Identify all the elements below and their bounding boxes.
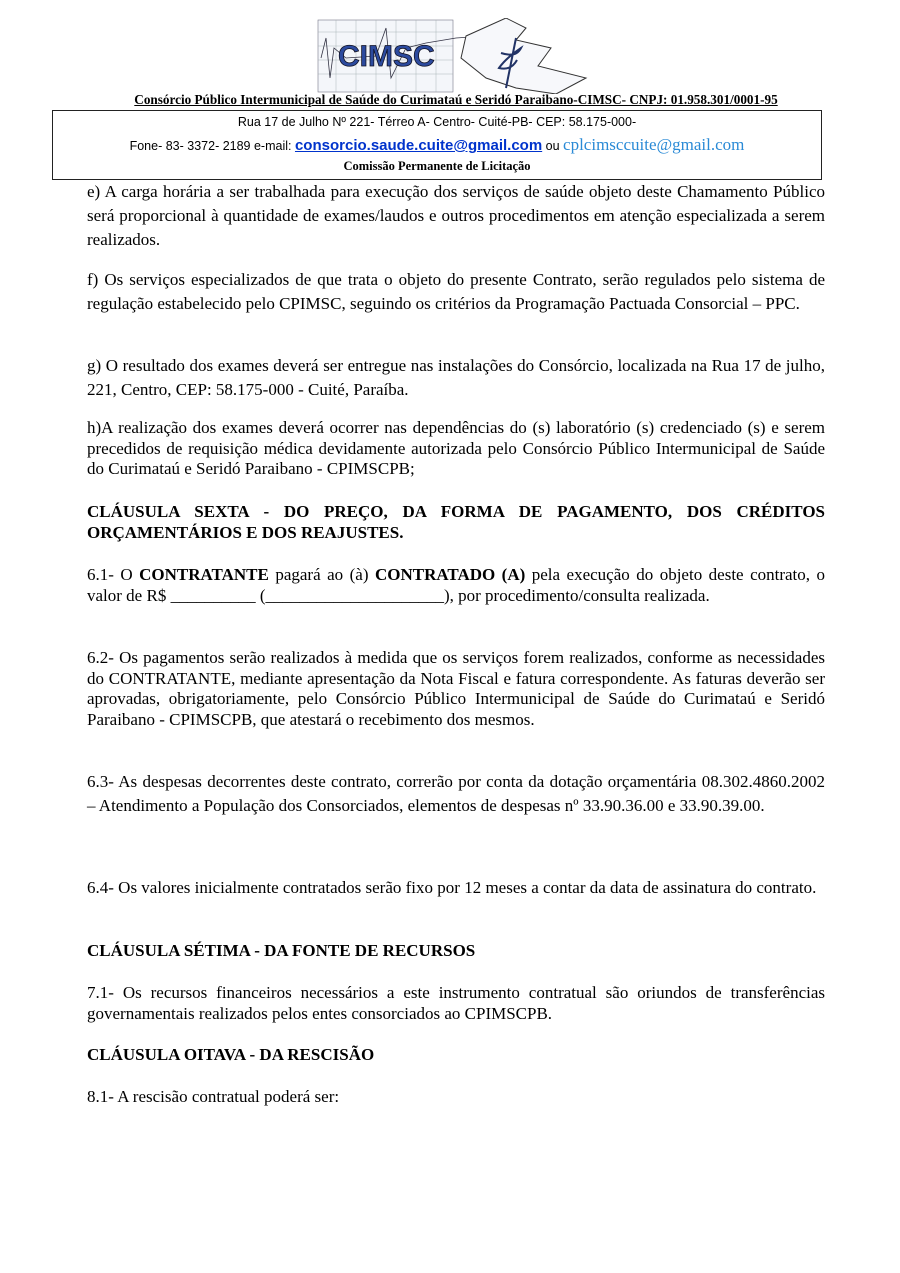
phone-text: Fone- 83- 3372- 2189 e-mail:: [129, 139, 295, 153]
email-link-2[interactable]: cplcimsccuite@gmail.com: [563, 135, 745, 154]
paragraph-e: e) A carga horária a ser trabalhada para execução dos serviços de saúde objeto deste Chamamento Público será proporcional à quantidade de exames/laudos e outros procedimentos em atenção especializada a serem realizados.: [87, 182, 825, 249]
contact-line: [53, 135, 821, 155]
text: 6.1- O: [87, 565, 140, 584]
paragraph-6-2: 6.2- Os pagamentos serão realizados à medida que os serviços forem realizados, conforme as necessidades do CONTRATANTE, mediante apresentação da Nota Fiscal e fatura correspondente. As faturas deverão ser aprovadas, obrigatoriamente, pelo Consórcio Público Intermunicipal de Saúde do Curimataú e Seridó Paraibano - CPIMSCPB, que atestará o recebimento dos mesmos.: [87, 648, 825, 730]
or-text: ou: [542, 139, 564, 153]
text: pela execução do objeto deste contrato, o valor de R$ __________ (_____________________), por procedimento/consulta realizada.: [87, 565, 825, 605]
paragraph-6-1: [87, 565, 825, 606]
organization-line: Consórcio Público Intermunicipal de Saúde do Curimataú e Seridó Paraibano-CIMSC- CNPJ: 01.958.301/0001-95: [134, 92, 778, 107]
email-link-1[interactable]: consorcio.saude.cuite@gmail.com: [294, 137, 543, 154]
clause-six-heading: CLÁUSULA SEXTA - DO PREÇO, DA FORMA DE PAGAMENTO, DOS CRÉDITOS ORÇAMENTÁRIOS E DOS REAJUSTES.: [87, 502, 825, 542]
svg-text:CIMSC: CIMSC: [338, 40, 435, 73]
clause-eight-heading: CLÁUSULA OITAVA - DA RESCISÃO: [87, 1045, 375, 1064]
bold-text: CONTRATANTE: [139, 565, 269, 584]
bold-text: CONTRATADO (A): [374, 565, 526, 584]
commission-label: Comissão Permanente de Licitação: [343, 159, 531, 173]
paragraph-f: f) Os serviços especializados de que trata o objeto do presente Contrato, serão regulados pelo sistema de regulação estabelecido pelo CPIMSC, seguindo os critérios da Programação Pactuada Consorcial – PPC.: [87, 270, 825, 313]
paragraph-6-3: 6.3- As despesas decorrentes deste contrato, correrão por conta da dotação orçamentária 08.302.4860.2002 – Atendimento a População dos Consorciados, elementos de despesas nº 33.90.36.00 e 33.90.39.00.: [87, 772, 825, 815]
clause-seven-heading: CLÁUSULA SÉTIMA - DA FONTE DE RECURSOS: [87, 941, 476, 960]
paragraph-7-1: 7.1- Os recursos financeiros necessários a este instrumento contratual são oriundos de transferências governamentais realizados pelos entes consorciados ao CPIMSCPB.: [87, 983, 825, 1023]
header-contact-box: [52, 110, 822, 180]
paragraph-6-4: 6.4- Os valores inicialmente contratados serão fixo por 12 meses a contar da data de assinatura do contrato.: [87, 878, 817, 897]
address: Rua 17 de Julho Nº 221- Térreo A- Centro- Cuité-PB- CEP: 58.175-000-: [237, 115, 637, 129]
cimsc-logo: [316, 18, 596, 94]
text: pagará ao (à): [268, 565, 375, 584]
paragraph-g: g) O resultado dos exames deverá ser entregue nas instalações do Consórcio, localizada na Rua 17 de julho, 221, Centro, CEP: 58.175-000 - Cuité, Paraíba.: [87, 356, 825, 399]
paragraph-h: h)A realização dos exames deverá ocorrer nas dependências do (s) laboratório (s) credenciado (s) e serem precedidos de requisição médica devidamente autorizada pelo Consórcio Público Intermunicipal de Saúde do Curimataú e Seridó Paraibano - CPIMSCPB;: [87, 418, 825, 479]
paragraph-8-1: 8.1- A rescisão contratual poderá ser:: [87, 1087, 340, 1106]
